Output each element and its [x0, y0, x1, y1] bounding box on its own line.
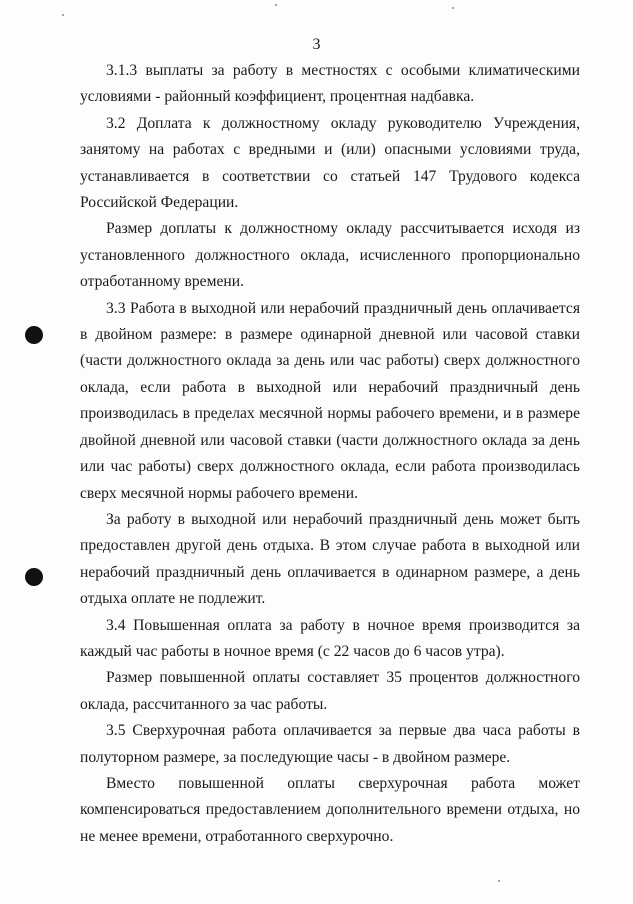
paragraph-3-5: 3.5 Сверхурочная работа оплачивается за первые два часа работы в полуторном размере, за последующие часы - в двойном размере.: [80, 722, 580, 766]
paragraph-3-2: 3.2 Доплата к должностному окладу руководителю Учреждения, занятому на работах с вредными и (или) опасными условиями труда, устанавливается в соответствии со статьей 147 Трудового кодекса Российской Федерации.: [80, 114, 580, 212]
scan-speck: [275, 4, 277, 6]
punch-hole-icon: [25, 326, 43, 344]
scan-speck: [452, 7, 454, 9]
scan-speck: [498, 880, 500, 882]
scan-speck: [62, 14, 64, 16]
paragraph-day-off: За работу в выходной или нерабочий праздничный день может быть предоставлен другой день отдыха. В этом случае работа в выходной или нерабочий праздничный день оплачивается в одинарном размере, а день отдыха оплате не подлежит.: [80, 510, 580, 608]
paragraph-3-4: 3.4 Повышенная оплата за работу в ночное время производится за каждый час работы в ночное время (с 22 часов до 6 часов утра).: [80, 616, 580, 660]
paragraph-3-3: 3.3 Работа в выходной или нерабочий праздничный день оплачивается в двойном размере: в размере одинарной дневной или часовой ставки (части должностного оклада за день или час работы) сверх должностного оклада, если работа в выходной или нерабочий праздничный день производилась в пределах месячной нормы рабочего времени, и в размере двойной дневной или часовой ставки (части должностного оклада за день или час работы) сверх должностного оклада, если работа производилась сверх месячной нормы рабочего времени.: [80, 299, 580, 502]
document-body: [80, 58, 580, 850]
punch-hole-icon: [25, 568, 43, 586]
paragraph-night-pay-size: Размер повышенной оплаты составляет 35 процентов должностного оклада, рассчитанного за час работы.: [80, 669, 580, 713]
paragraph-allowance-size: Размер доплаты к должностному окладу рассчитывается исходя из установленного должностного оклада, исчисленного пропорционально отработанному времени.: [80, 220, 580, 291]
paragraph-3-1-3: 3.1.3 выплаты за работу в местностях с особыми климатическими условиями - районный коэффициент, процентная надбавка.: [80, 62, 580, 106]
page-number: 3: [312, 36, 321, 53]
paragraph-overtime-compensation: Вместо повышенной оплаты сверхурочная работа может компенсироваться предоставлением дополнительного времени отдыха, но не менее времени, отработанного сверхурочно.: [80, 774, 580, 845]
